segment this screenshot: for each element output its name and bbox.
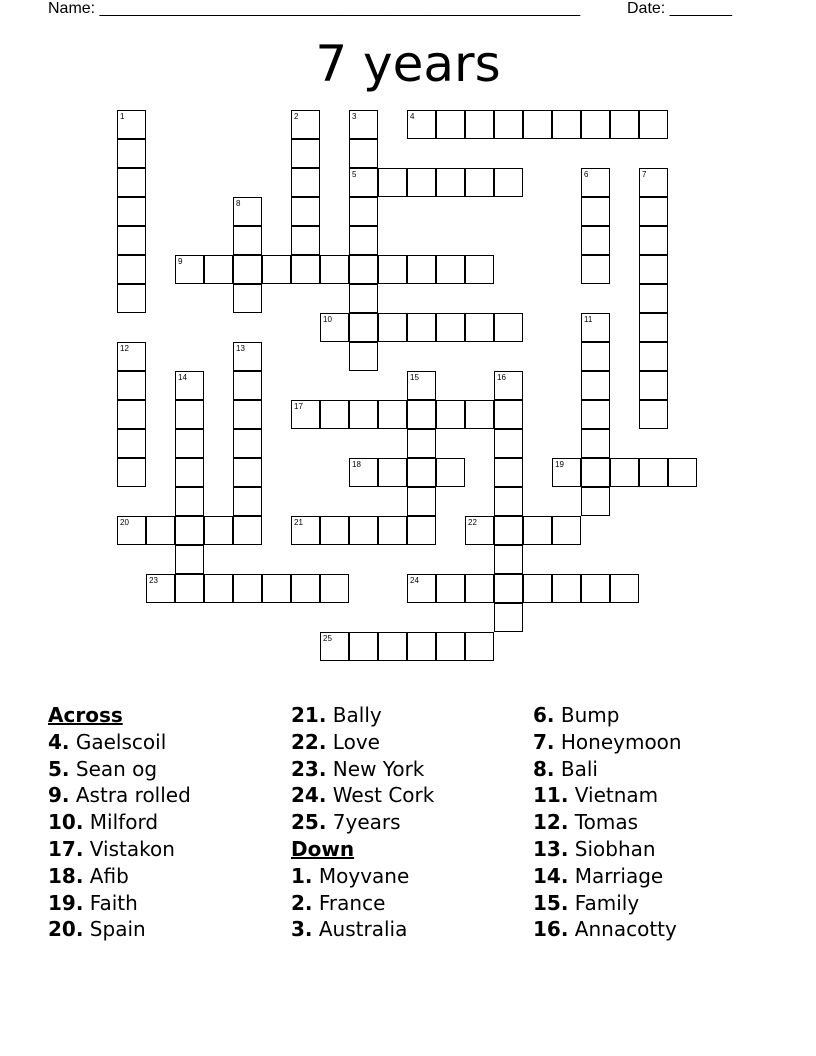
clue-number: 5. xyxy=(48,756,70,781)
grid-cell[interactable] xyxy=(175,545,204,574)
grid-cell[interactable] xyxy=(204,574,233,603)
grid-cell[interactable] xyxy=(117,400,146,429)
grid-cell[interactable] xyxy=(291,110,320,139)
clue-down xyxy=(533,836,682,863)
clue-down xyxy=(291,916,434,943)
clue-text: Family xyxy=(574,890,640,915)
grid-cell[interactable] xyxy=(494,313,523,342)
clue-text: Vietnam xyxy=(574,783,659,808)
grid-cell[interactable] xyxy=(639,255,668,284)
cell-number: 4 xyxy=(410,112,415,121)
grid-cell[interactable] xyxy=(581,110,610,139)
grid-cell[interactable] xyxy=(494,458,523,487)
clue-number: 10. xyxy=(48,810,84,835)
grid-cell[interactable] xyxy=(407,313,436,342)
grid-cell[interactable] xyxy=(523,516,552,545)
grid-cell[interactable] xyxy=(610,110,639,139)
grid-cell[interactable] xyxy=(668,458,697,487)
grid-cell[interactable] xyxy=(494,545,523,574)
grid-cell[interactable] xyxy=(117,226,146,255)
clue-across xyxy=(48,729,191,756)
cell-number: 1 xyxy=(120,112,125,121)
grid-cell[interactable] xyxy=(407,632,436,661)
clue-number: 23. xyxy=(291,756,327,781)
grid-cell[interactable] xyxy=(407,168,436,197)
grid-cell[interactable] xyxy=(465,574,494,603)
clue-number: 18. xyxy=(48,863,84,888)
clue-number: 24. xyxy=(291,783,327,808)
grid-cell[interactable] xyxy=(175,371,204,400)
clue-text: Astra rolled xyxy=(75,783,191,808)
clue-number: 19. xyxy=(48,890,84,915)
grid-cell[interactable] xyxy=(117,516,146,545)
grid-cell[interactable] xyxy=(233,487,262,516)
cell-number: 18 xyxy=(352,460,361,469)
grid-cell[interactable] xyxy=(465,255,494,284)
clue-across xyxy=(48,863,191,890)
grid-cell[interactable] xyxy=(494,574,523,603)
clue-across xyxy=(48,809,191,836)
grid-cell[interactable] xyxy=(175,255,204,284)
grid-cell[interactable] xyxy=(639,110,668,139)
clue-number: 2. xyxy=(291,890,313,915)
grid-cell[interactable] xyxy=(581,226,610,255)
grid-cell[interactable] xyxy=(146,574,175,603)
grid-cell[interactable] xyxy=(523,574,552,603)
grid-cell[interactable] xyxy=(175,400,204,429)
grid-cell[interactable] xyxy=(320,255,349,284)
clue-number: 1. xyxy=(291,863,313,888)
grid-cell[interactable] xyxy=(436,400,465,429)
grid-cell[interactable] xyxy=(581,574,610,603)
grid-cell[interactable] xyxy=(291,197,320,226)
clue-column-2 xyxy=(291,702,434,943)
grid-cell[interactable] xyxy=(233,226,262,255)
clue-down xyxy=(533,782,682,809)
grid-cell[interactable] xyxy=(639,400,668,429)
grid-cell[interactable] xyxy=(465,110,494,139)
grid-cell[interactable] xyxy=(610,574,639,603)
clue-down xyxy=(533,916,682,943)
grid-cell[interactable] xyxy=(146,516,175,545)
clue-down xyxy=(533,890,682,917)
clue-text: Annacotty xyxy=(574,917,677,942)
grid-cell[interactable] xyxy=(291,400,320,429)
grid-cell[interactable] xyxy=(117,139,146,168)
grid-cell[interactable] xyxy=(494,487,523,516)
grid-cell[interactable] xyxy=(581,458,610,487)
clue-text: Milford xyxy=(89,810,159,835)
cell-number: 9 xyxy=(178,257,183,266)
clue-column-3 xyxy=(533,702,682,943)
grid-cell[interactable] xyxy=(494,110,523,139)
cell-number: 6 xyxy=(584,170,589,179)
clue-across xyxy=(48,782,191,809)
grid-cell[interactable] xyxy=(204,516,233,545)
clue-text: Moyvane xyxy=(318,863,410,888)
cell-number: 21 xyxy=(294,518,303,527)
clue-text: Vistakon xyxy=(89,836,175,861)
grid-cell[interactable] xyxy=(581,313,610,342)
grid-cell[interactable] xyxy=(320,400,349,429)
clue-text: Love xyxy=(332,729,380,754)
clue-text: Spain xyxy=(89,917,146,942)
grid-cell[interactable] xyxy=(639,342,668,371)
grid-cell[interactable] xyxy=(378,400,407,429)
grid-cell[interactable] xyxy=(349,226,378,255)
grid-cell[interactable] xyxy=(349,458,378,487)
grid-cell[interactable] xyxy=(639,371,668,400)
grid-cell[interactable] xyxy=(291,574,320,603)
grid-cell[interactable] xyxy=(349,516,378,545)
grid-cell[interactable] xyxy=(436,110,465,139)
grid-cell[interactable] xyxy=(175,429,204,458)
clue-across xyxy=(291,782,434,809)
grid-cell[interactable] xyxy=(349,255,378,284)
grid-cell[interactable] xyxy=(639,226,668,255)
cell-number: 7 xyxy=(642,170,647,179)
grid-cell[interactable] xyxy=(233,516,262,545)
grid-cell[interactable] xyxy=(494,168,523,197)
clue-number: 9. xyxy=(48,783,70,808)
clue-number: 8. xyxy=(533,756,555,781)
across-heading: Across xyxy=(48,703,123,727)
grid-cell[interactable] xyxy=(233,342,262,371)
grid-cell[interactable] xyxy=(407,574,436,603)
grid-cell[interactable] xyxy=(581,400,610,429)
clue-number: 16. xyxy=(533,917,569,942)
grid-cell[interactable] xyxy=(581,197,610,226)
grid-cell[interactable] xyxy=(436,313,465,342)
cell-number: 5 xyxy=(352,170,357,179)
grid-cell[interactable] xyxy=(262,255,291,284)
grid-cell[interactable] xyxy=(233,429,262,458)
grid-cell[interactable] xyxy=(233,574,262,603)
grid-cell[interactable] xyxy=(291,226,320,255)
grid-cell[interactable] xyxy=(117,342,146,371)
clue-down xyxy=(533,863,682,890)
name-field-label[interactable]: Name: ______________________________________________________ xyxy=(48,0,581,17)
grid-cell[interactable] xyxy=(349,168,378,197)
grid-cell[interactable] xyxy=(465,168,494,197)
cell-number: 8 xyxy=(236,199,241,208)
grid-cell[interactable] xyxy=(378,168,407,197)
grid-cell[interactable] xyxy=(494,603,523,632)
grid-cell[interactable] xyxy=(465,400,494,429)
grid-cell[interactable] xyxy=(378,458,407,487)
cell-number: 16 xyxy=(497,373,506,382)
clue-down xyxy=(533,702,682,729)
clue-text: Honeymoon xyxy=(560,729,682,754)
grid-cell[interactable] xyxy=(291,139,320,168)
grid-cell[interactable] xyxy=(523,110,552,139)
grid-cell[interactable] xyxy=(349,342,378,371)
grid-cell[interactable] xyxy=(349,284,378,313)
grid-cell[interactable] xyxy=(465,516,494,545)
grid-cell[interactable] xyxy=(175,574,204,603)
grid-cell[interactable] xyxy=(378,255,407,284)
clue-across xyxy=(291,756,434,783)
clue-text: Tomas xyxy=(574,810,639,835)
grid-cell[interactable] xyxy=(233,371,262,400)
clue-down xyxy=(533,756,682,783)
grid-cell[interactable] xyxy=(581,342,610,371)
clue-down xyxy=(291,863,434,890)
clue-text: West Cork xyxy=(332,783,435,808)
grid-cell[interactable] xyxy=(407,400,436,429)
grid-cell[interactable] xyxy=(233,284,262,313)
clue-number: 7. xyxy=(533,729,555,754)
clue-across xyxy=(48,916,191,943)
clue-text: Bump xyxy=(560,703,620,727)
grid-cell[interactable] xyxy=(349,197,378,226)
grid-cell[interactable] xyxy=(378,313,407,342)
clue-text: Australia xyxy=(318,917,408,942)
grid-cell[interactable] xyxy=(639,284,668,313)
grid-cell[interactable] xyxy=(407,429,436,458)
grid-cell[interactable] xyxy=(494,429,523,458)
grid-cell[interactable] xyxy=(117,110,146,139)
clue-text: France xyxy=(318,890,386,915)
clue-across xyxy=(48,836,191,863)
cell-number: 11 xyxy=(584,315,593,324)
grid-cell[interactable] xyxy=(465,632,494,661)
grid-cell[interactable] xyxy=(233,400,262,429)
clue-number: 15. xyxy=(533,890,569,915)
grid-cell[interactable] xyxy=(117,197,146,226)
grid-cell[interactable] xyxy=(639,458,668,487)
grid-cell[interactable] xyxy=(407,487,436,516)
clue-number: 20. xyxy=(48,917,84,942)
clue-text: Faith xyxy=(89,890,138,915)
clue-number: 17. xyxy=(48,836,84,861)
clue-number: 14. xyxy=(533,863,569,888)
cell-number: 10 xyxy=(323,315,332,324)
cell-number: 22 xyxy=(468,518,477,527)
clue-number: 6. xyxy=(533,703,555,727)
grid-cell[interactable] xyxy=(233,458,262,487)
grid-cell[interactable] xyxy=(465,313,494,342)
clue-across xyxy=(291,809,434,836)
cell-number: 13 xyxy=(236,344,245,353)
cell-number: 15 xyxy=(410,373,419,382)
grid-cell[interactable] xyxy=(233,255,262,284)
clue-number: 4. xyxy=(48,729,70,754)
grid-cell[interactable] xyxy=(117,255,146,284)
grid-cell[interactable] xyxy=(175,458,204,487)
cell-number: 14 xyxy=(178,373,187,382)
grid-cell[interactable] xyxy=(204,255,233,284)
grid-cell[interactable] xyxy=(320,313,349,342)
grid-cell[interactable] xyxy=(407,371,436,400)
grid-cell[interactable] xyxy=(291,168,320,197)
grid-cell[interactable] xyxy=(581,371,610,400)
grid-cell[interactable] xyxy=(349,400,378,429)
grid-cell[interactable] xyxy=(581,168,610,197)
grid-cell[interactable] xyxy=(581,255,610,284)
grid-cell[interactable] xyxy=(117,458,146,487)
grid-cell[interactable] xyxy=(494,371,523,400)
grid-cell[interactable] xyxy=(320,632,349,661)
clue-number: 22. xyxy=(291,729,327,754)
clue-text: Sean og xyxy=(75,756,158,781)
clue-number: 12. xyxy=(533,810,569,835)
grid-cell[interactable] xyxy=(552,458,581,487)
clue-number: 13. xyxy=(533,836,569,861)
grid-cell[interactable] xyxy=(117,284,146,313)
grid-cell[interactable] xyxy=(378,516,407,545)
clue-column-1 xyxy=(48,702,191,943)
clue-across xyxy=(291,729,434,756)
grid-cell[interactable] xyxy=(494,400,523,429)
grid-cell[interactable] xyxy=(494,516,523,545)
clue-text: Bally xyxy=(332,703,382,727)
grid-cell[interactable] xyxy=(407,516,436,545)
grid-cell[interactable] xyxy=(552,516,581,545)
clue-down xyxy=(533,809,682,836)
grid-cell[interactable] xyxy=(291,255,320,284)
clue-number: 11. xyxy=(533,783,569,808)
cell-number: 20 xyxy=(120,518,129,527)
grid-cell[interactable] xyxy=(233,197,262,226)
grid-cell[interactable] xyxy=(436,632,465,661)
grid-cell[interactable] xyxy=(552,574,581,603)
clue-across xyxy=(48,756,191,783)
clue-text: Marriage xyxy=(574,863,664,888)
grid-cell[interactable] xyxy=(407,110,436,139)
grid-cell[interactable] xyxy=(552,110,581,139)
clue-down xyxy=(291,890,434,917)
grid-cell[interactable] xyxy=(639,313,668,342)
grid-cell[interactable] xyxy=(175,487,204,516)
grid-cell[interactable] xyxy=(117,168,146,197)
clue-text: New York xyxy=(332,756,425,781)
clue-text: Siobhan xyxy=(574,836,656,861)
cell-number: 2 xyxy=(294,112,299,121)
clue-down xyxy=(533,729,682,756)
grid-cell[interactable] xyxy=(436,574,465,603)
clue-across xyxy=(48,890,191,917)
grid-cell[interactable] xyxy=(639,197,668,226)
grid-cell[interactable] xyxy=(320,516,349,545)
clue-text: 7years xyxy=(332,810,401,835)
cell-number: 17 xyxy=(294,402,303,411)
grid-cell[interactable] xyxy=(349,139,378,168)
grid-cell[interactable] xyxy=(262,574,291,603)
cell-number: 24 xyxy=(410,576,419,585)
grid-cell[interactable] xyxy=(581,487,610,516)
clue-number: 21. xyxy=(291,703,327,727)
grid-cell[interactable] xyxy=(349,632,378,661)
grid-cell[interactable] xyxy=(581,429,610,458)
clue-number: 25. xyxy=(291,810,327,835)
grid-cell[interactable] xyxy=(320,574,349,603)
grid-cell[interactable] xyxy=(378,632,407,661)
cell-number: 19 xyxy=(555,460,564,469)
date-field-label[interactable]: Date: _______ xyxy=(627,0,732,17)
grid-cell[interactable] xyxy=(639,168,668,197)
cell-number: 23 xyxy=(149,576,158,585)
grid-cell[interactable] xyxy=(117,371,146,400)
grid-cell[interactable] xyxy=(291,516,320,545)
grid-cell[interactable] xyxy=(407,458,436,487)
clue-across xyxy=(291,702,434,729)
grid-cell[interactable] xyxy=(117,429,146,458)
clue-text: Bali xyxy=(560,756,598,781)
grid-cell[interactable] xyxy=(349,110,378,139)
down-heading: Down xyxy=(291,836,355,861)
grid-cell[interactable] xyxy=(175,516,204,545)
clue-text: Gaelscoil xyxy=(75,729,167,754)
grid-cell[interactable] xyxy=(349,313,378,342)
grid-cell[interactable] xyxy=(436,168,465,197)
clue-text: Afib xyxy=(89,863,129,888)
grid-cell[interactable] xyxy=(436,255,465,284)
cell-number: 25 xyxy=(323,634,332,643)
puzzle-title: 7 years xyxy=(315,35,501,93)
grid-cell[interactable] xyxy=(610,458,639,487)
cell-number: 12 xyxy=(120,344,129,353)
clue-number: 3. xyxy=(291,917,313,942)
grid-cell[interactable] xyxy=(436,458,465,487)
grid-cell[interactable] xyxy=(407,255,436,284)
cell-number: 3 xyxy=(352,112,357,121)
